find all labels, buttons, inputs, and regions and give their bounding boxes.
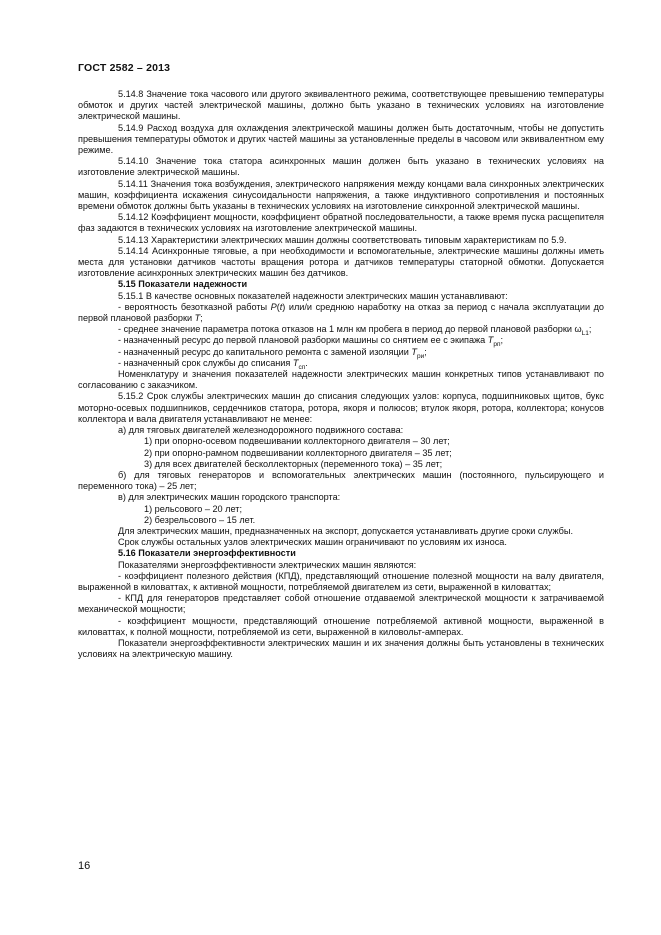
list-item-reliability-3: - назначенный ресурс до первой плановой разборки машины со снятием ее с экипажа $T_{рп}$; [118,335,504,349]
paragraph-5-14-8: 5.14.8 Значение тока часового или другого эквивалентного режима, соответствующее превышению температуры обмоток и других частей электрической машины, должно быть указано в технических условиях на изготовление электрической машины. [78,89,604,122]
list-item-reliability-1: - вероятность безотказной работы P(t) или/и среднюю наработку на отказ за период с начала эксплуатации до первой плановой разборки T; [78,301,605,324]
paragraph-5-14-9: 5.14.9 Расход воздуха для охлаждения электрической машины должен быть достаточным, чтобы не допустить превышения температуры обмоток и других частей машины за установленные пределы в часовом или эквивалентном ему режиме. [78,122,604,156]
list-item-a-3: 3) для всех двигателей бесколлекторных (переменного тока) – 35 лет; [144,458,443,469]
list-item-reliability-2: - среднее значение параметра потока отказов на 1 млн км пробега в период до первой плановой разборки $\omega_{L1}$; [118,324,592,338]
paragraph-5-14-12: 5.14.12 Коэффициент мощности, коэффициент обратной последовательности, а также время пуска расщепителя фаз задаются в технических условиях на изготовление электрической машины. [78,212,604,234]
paragraph-wear: Срок службы остальных узлов электрических машин ограничивают по условиям их износа. [118,537,507,548]
page-number: 16 [78,860,91,872]
paragraph-5-14-13: 5.14.13 Характеристики электрических машин должны соответствовать типовым характеристикам по 5.9. [118,234,567,245]
paragraph-5-14-10: 5.14.10 Значение тока статора асинхронных машин должен быть указано в технических условиях на изготовление электрической машины. [78,156,604,178]
list-item-v: в) для электрических машин городского транспорта: [118,492,341,503]
list-item-b: б) для тяговых генераторов и вспомогательных электрических машин (постоянного, пульсирующего и переменного тока) – 25 лет; [78,469,604,492]
section-heading-5-15: 5.15 Показатели надежности [118,279,248,290]
list-item-energy-3: - коэффициент мощности, представляющий отношение потребляемой активной мощности, выраженной в киловаттах, к полной мощности, потребляемой из сети, выраженной в киловольт-амперах. [78,615,604,637]
list-item-reliability-4: - назначенный ресурс до капитального ремонта с заменой изоляции $T_{ри}$; [118,346,427,360]
paragraph-5-14-11: 5.14.11 Значения тока возбуждения, электрического напряжения между концами вала синхронных электрических машин, коэффициента искажения синусоидальности напряжения, а также индуктивного сопротивления и постоянных времени обмоток должны быть указаны в технических условиях на изготовление синхронной электрической машины. [78,178,604,212]
paragraph-energy-final: Показатели энергоэффективности электрических машин и их значения должны быть установлены в технических условиях на электрическую машину. [78,637,604,660]
paragraph-5-14-14: 5.14.14 Асинхронные тяговые, а при необходимости и вспомогательные, электрические машины должны иметь места для установки датчиков частоты вращения ротора и датчиков температуры статорной обмотки. Допускается изготовление асинхронных электрических машин без датчиков. [78,245,604,279]
list-item-a-2: 2) при опорно-рамном подвешивании коллекторного двигателя – 35 лет; [144,447,452,458]
paragraph-5-15-2: 5.15.2 Срок службы электрических машин до списания следующих узлов: корпуса, подшипниковых щитов, букс моторно-осевых подшипников, сердечников статора, ротора, якоря и полюсов; втулок якоря, ротора, коллектора; конусов коллектора и вала двигателя устанавливают не менее: [78,391,604,424]
list-item-energy-2: - КПД для генераторов представляет собой отношение отдаваемой электрической мощности к затрачиваемой механической мощности; [78,593,604,615]
list-item-reliability-5: - назначенный срок службы до списания $T_{сп}$. [118,357,308,371]
list-item-v-1: 1) рельсового – 20 лет; [144,503,242,514]
paragraph-energy-intro: Показателями энергоэффективности электрических машин являются: [118,559,417,570]
document-header: ГОСТ 2582 – 2013 [78,62,171,74]
list-item-a-1: 1) при опорно-осевом подвешивании коллекторного двигателя – 30 лет; [144,436,450,447]
paragraph-nomenclature: Номенклатуру и значения показателей надежности электрических машин конкретных типов устанавливают по согласованию с заказчиком. [78,369,604,391]
page-body [78,89,604,660]
paragraph-5-15-1: 5.15.1 В качестве основных показателей надежности электрических машин устанавливают: [118,290,508,301]
list-item-a: а) для тяговых двигателей железнодорожного подвижного состава: [118,425,404,436]
paragraph-export: Для электрических машин, предназначенных на экспорт, допускается устанавливать другие сроки службы. [118,525,573,536]
section-heading-5-16: 5.16 Показатели энергоэффективности [118,548,296,559]
list-item-energy-1: - коэффициент полезного действия (КПД), представляющий отношение полезной мощности на валу двигателя, выраженной в киловаттах, к активной мощности, потребляемой двигателем из сети, выраженной в киловаттах; [78,570,604,592]
list-item-v-2: 2) безрельсового – 15 лет. [144,514,256,525]
